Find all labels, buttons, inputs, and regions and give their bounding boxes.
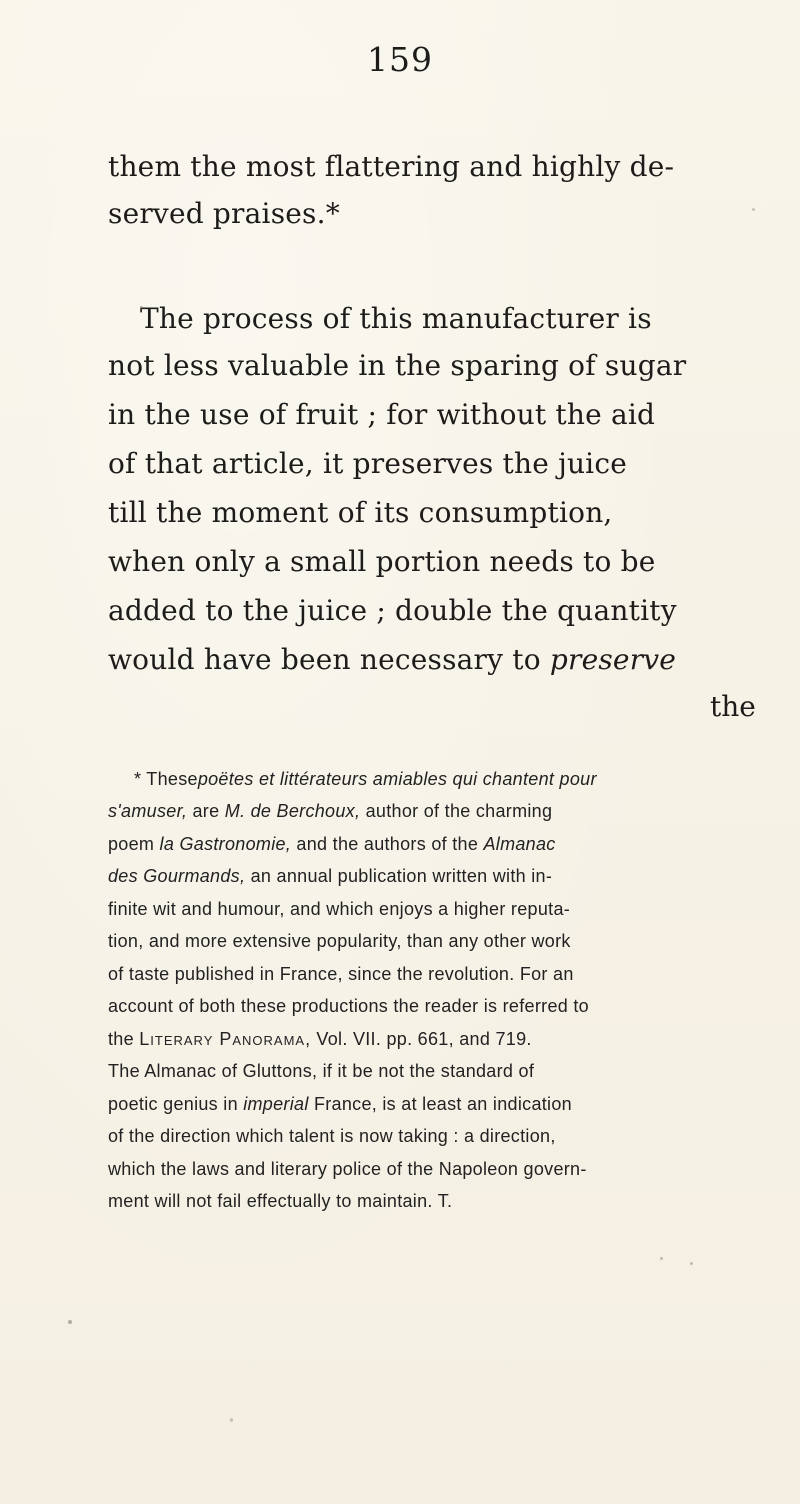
paper-speck: [230, 1418, 233, 1422]
text-line: them the most flattering and highly de-: [108, 150, 675, 183]
text-line: when only a small portion needs to be: [108, 545, 656, 578]
footnote-line: The Almanac of Gluttons, if it be not the standard of: [108, 1061, 535, 1081]
text-line: added to the juice ; double the quantity: [108, 594, 677, 627]
footnote-text: are: [192, 801, 220, 821]
footnote-italic: Almanac: [483, 834, 556, 854]
text-line: served praises.*: [108, 197, 340, 230]
footnote-line: of taste published in France, since the revolution. For an: [108, 964, 574, 984]
text-line: in the use of fruit ; for without the aid: [108, 398, 656, 431]
catchword: the: [710, 690, 756, 723]
footnote-text: poem: [108, 834, 155, 854]
footnote-line: tion, and more extensive popularity, than any other work: [108, 931, 571, 951]
footnote-italic: poëtes et littérateurs amiables qui chantent pour: [197, 769, 597, 789]
footnote-text: Vol. VII. pp. 661, and 719.: [316, 1029, 532, 1049]
paper-speck: [140, 306, 143, 309]
footnote-italic: des Gourmands,: [108, 866, 246, 886]
footnote-line: [108, 801, 552, 822]
text-line-span: would have been necessary to: [108, 643, 541, 676]
footnote-smallcaps: Literary Panorama,: [139, 1029, 312, 1049]
page-number: 159: [367, 40, 433, 79]
footnote-line: of the direction which talent is now taking : a direction,: [108, 1126, 556, 1146]
footnote-line: finite wit and humour, and which enjoys a higher reputa-: [108, 899, 571, 919]
footnote-text: an annual publication written with in-: [250, 866, 553, 886]
footnote-line: [108, 834, 556, 855]
footnote-italic: la Gastronomie,: [159, 834, 292, 854]
footnote-marker: * These: [134, 769, 198, 789]
footnote-text: poetic genius in: [108, 1094, 238, 1114]
text-line: [108, 643, 676, 676]
text-line: not less valuable in the sparing of sugar: [108, 349, 687, 382]
footnote-italic: s'amuser,: [108, 801, 188, 821]
footnote-text: the: [108, 1029, 134, 1049]
footnote-text: France, is at least an indication: [313, 1094, 572, 1114]
footnote-line: [108, 1094, 572, 1115]
paper-speck: [660, 1257, 663, 1260]
text-line: till the moment of its consumption,: [108, 496, 613, 529]
footnote-line: which the laws and literary police of the Napoleon govern-: [108, 1159, 587, 1179]
footnote-text: author of the charming: [365, 801, 553, 821]
footnote-italic: imperial: [243, 1094, 309, 1114]
text-line: The process of this manufacturer is: [140, 302, 652, 335]
paper-speck: [68, 1320, 72, 1324]
footnote-line: account of both these productions the reader is referred to: [108, 996, 589, 1016]
footnote-line: [108, 1029, 532, 1050]
footnote-text: and the authors of the: [296, 834, 479, 854]
italic-word: preserve: [549, 643, 677, 676]
paper-speck: [752, 208, 755, 211]
footnote-line: [108, 866, 552, 887]
footnote-line: [134, 769, 597, 790]
text-line: of that article, it preserves the juice: [108, 447, 627, 480]
paper-speck: [690, 1262, 693, 1265]
footnote-line: ment will not fail effectually to maintain. T.: [108, 1191, 453, 1211]
footnote-italic: M. de Berchoux,: [224, 801, 361, 821]
